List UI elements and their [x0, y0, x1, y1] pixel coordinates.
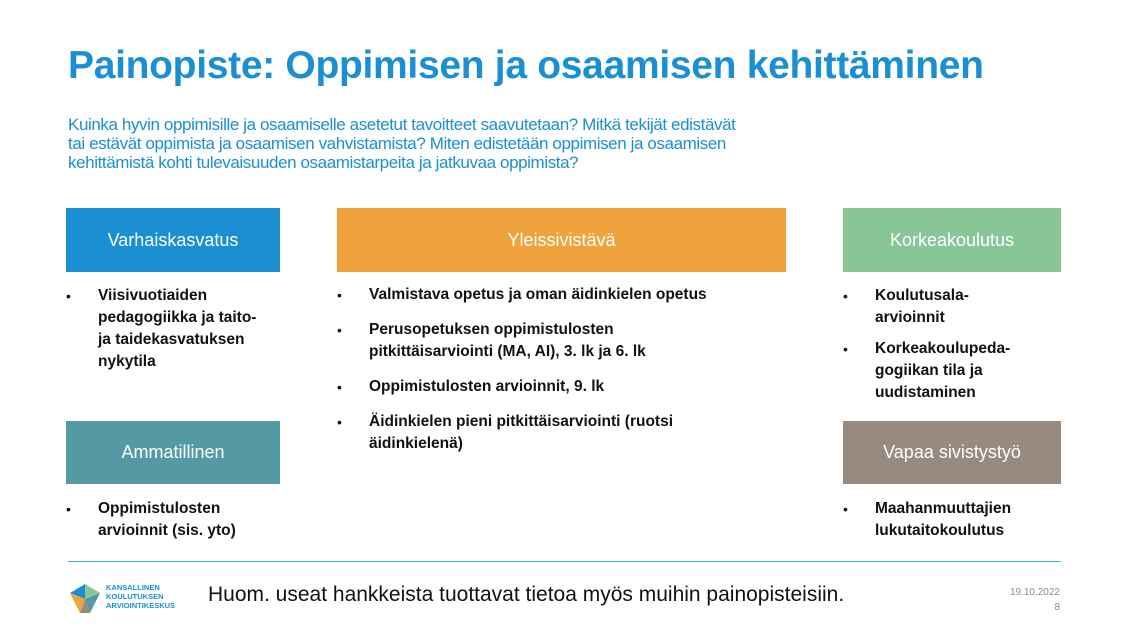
varhaiskasvatus-header	[66, 208, 280, 272]
varhaiskasvatus-list	[66, 285, 306, 373]
list-item: • Oppimistulosten arvioinnit, 9. lk	[337, 376, 797, 398]
list-item: • Korkeakoulupeda- gogiikan tila ja uudistaminen	[843, 340, 1011, 401]
bullet-icon: •	[66, 288, 71, 304]
logo-text: KANSALLINEN KOULUTUKSEN ARVIOINTIKESKUS	[106, 583, 176, 610]
list-item: • Valmistava opetus ja oman äidinkielen opetus	[337, 284, 797, 306]
footer-divider	[68, 561, 1061, 562]
subtitle-line: tai estävät oppimista ja osaamisen vahvistamista? Miten edistetään oppimisen ja osaamisen	[68, 134, 726, 153]
list-item: • Äidinkielen pieni pitkittäisarviointi (ruotsi äidinkielenä)	[337, 413, 674, 452]
bullet-icon: •	[337, 414, 342, 430]
list-item: • Maahanmuuttajien lukutaitokoulutus	[843, 500, 1012, 539]
bullet-icon: •	[843, 501, 848, 517]
slide-subtitle	[68, 115, 858, 172]
footer-note: Huom. useat hankkeista tuottavat tietoa myös muihin painopisteisiin.	[208, 583, 845, 606]
page-number: 8	[1054, 602, 1060, 613]
korkeakoulutus-list	[843, 285, 1073, 413]
yleissivistava-list	[337, 284, 797, 468]
ammatillinen-label: Ammatillinen	[121, 442, 225, 462]
list-item: • Viisivuotiaiden pedagogiikka ja taito- ja taidekasvatuksen nykytila	[66, 287, 257, 370]
subtitle-line: kehittämistä kohti tulevaisuuden osaamistarpeita ja jatkuvaa oppimista?	[68, 153, 579, 172]
vapaa-sivistystyo-label: Vapaa sivistystyö	[883, 442, 1021, 462]
slide-title: Painopiste: Oppimisen ja osaamisen kehittäminen	[68, 44, 984, 87]
yleissivistava-label: Yleissivistävä	[507, 229, 616, 250]
vapaa-sivistystyo-header	[843, 421, 1061, 484]
list-item: • Oppimistulosten arvioinnit (sis. yto)	[66, 500, 236, 539]
bullet-icon: •	[66, 501, 71, 517]
slide-date: 19.10.2022	[1009, 587, 1060, 598]
yleissivistava-header	[337, 208, 786, 272]
vapaa-sivistystyo-list	[843, 498, 1073, 542]
ammatillinen-header	[66, 421, 280, 484]
subtitle-line: Kuinka hyvin oppimisille ja osaamiselle asetetut tavoitteet saavutetaan? Mitkä tekijät edistävät	[68, 115, 736, 134]
korkeakoulutus-label: Korkeakoulutus	[889, 229, 1015, 250]
bullet-icon: •	[337, 379, 342, 395]
logo-icon	[68, 581, 102, 615]
bullet-icon: •	[843, 288, 848, 304]
ammatillinen-list	[66, 498, 306, 542]
bullet-icon: •	[337, 322, 342, 338]
list-item: • Koulutusala- arvioinnit	[843, 287, 969, 326]
organization-logo	[68, 581, 218, 615]
varhaiskasvatus-label: Varhaiskasvatus	[107, 229, 239, 250]
bullet-icon: •	[843, 341, 848, 357]
korkeakoulutus-header	[843, 208, 1061, 272]
list-item: • Perusopetuksen oppimistulosten pitkittäisarviointi (MA, AI), 3. lk ja 6. lk	[337, 321, 646, 360]
bullet-icon: •	[337, 287, 342, 303]
